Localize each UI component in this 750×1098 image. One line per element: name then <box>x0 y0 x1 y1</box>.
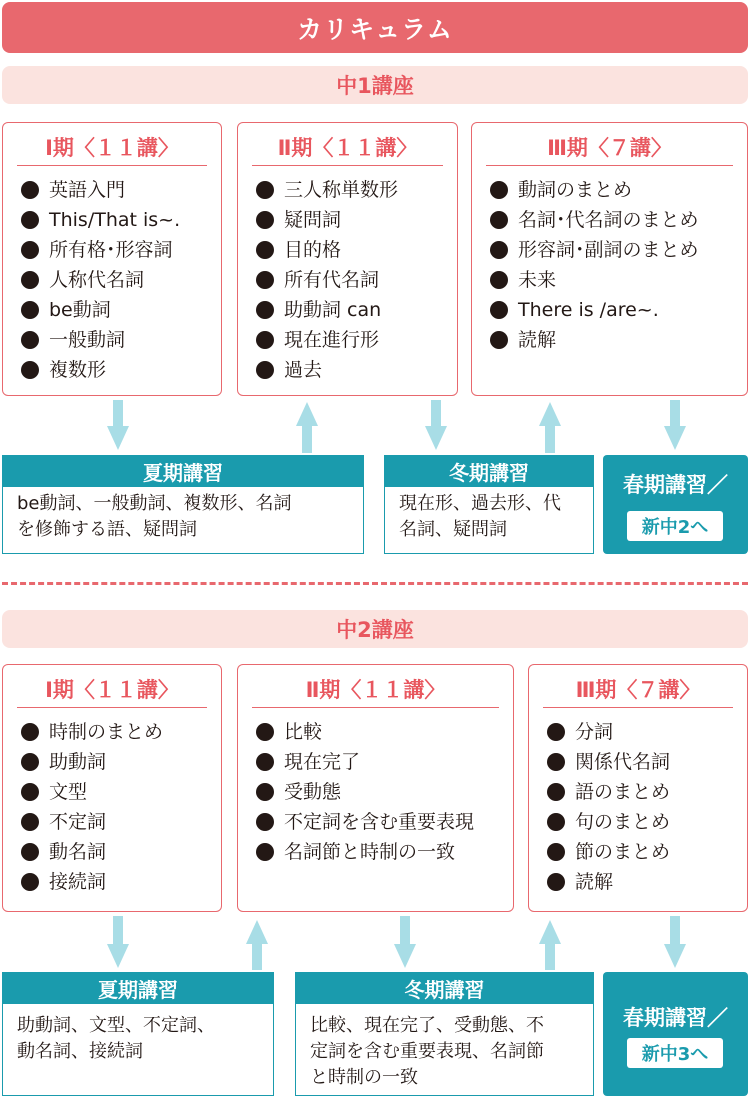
next-grade-button[interactable]: 新中3へ <box>627 1038 723 1068</box>
list-item: 不定詞 <box>21 807 217 837</box>
grade1-heading: 中1講座 <box>2 66 748 104</box>
session-title: 春期講習／ <box>623 473 728 497</box>
list-item: 複数形 <box>21 355 217 385</box>
list-item: There is /are~. <box>490 295 743 325</box>
list-item: 所有代名詞 <box>256 265 453 295</box>
list-item: 分詞 <box>547 717 743 747</box>
down-arrow-icon <box>664 400 686 450</box>
list-item: 語のまとめ <box>547 777 743 807</box>
session-topics: 助動詞、文型、不定詞、 動名詞、接続詞 <box>17 1015 215 1062</box>
list-item: 動詞のまとめ <box>490 175 743 205</box>
up-arrow-icon <box>539 920 561 970</box>
list-item: 時制のまとめ <box>21 717 217 747</box>
list-item: 一般動詞 <box>21 325 217 355</box>
list-item: This/That is~. <box>21 205 217 235</box>
session-title: 冬期講習 <box>385 456 593 487</box>
list-item: 人称代名詞 <box>21 265 217 295</box>
down-arrow-icon <box>394 916 416 968</box>
down-arrow-icon <box>664 916 686 968</box>
next-grade-button[interactable]: 新中2へ <box>627 511 723 541</box>
up-arrow-icon <box>246 920 268 970</box>
list-item: 受動態 <box>256 777 509 807</box>
session-title: 夏期講習 <box>3 456 363 487</box>
list-item: 所有格･形容詞 <box>21 235 217 265</box>
list-item: 英語入門 <box>21 175 217 205</box>
list-item: 節のまとめ <box>547 837 743 867</box>
list-item: 助動詞 can <box>256 295 453 325</box>
list-item: 名詞･代名詞のまとめ <box>490 205 743 235</box>
list-item: 比較 <box>256 717 509 747</box>
session-topics: 比較、現在完了、受動態、不 定詞を含む重要表現、名詞節 と時制の一致 <box>310 1015 544 1088</box>
term-title: Ⅲ期〈７講〉 <box>486 129 733 166</box>
list-item: 読解 <box>547 867 743 897</box>
list-item: 未来 <box>490 265 743 295</box>
list-item: 形容詞･副詞のまとめ <box>490 235 743 265</box>
list-item: 三人称単数形 <box>256 175 453 205</box>
session-topics: 現在形、過去形、代 名詞、疑問詞 <box>399 493 561 540</box>
list-item: 句のまとめ <box>547 807 743 837</box>
down-arrow-icon <box>107 400 129 450</box>
term-title: Ⅰ期〈１１講〉 <box>17 129 207 166</box>
list-item: 不定詞を含む重要表現 <box>256 807 509 837</box>
list-item: 接続詞 <box>21 867 217 897</box>
down-arrow-icon <box>425 400 447 450</box>
session-title: 冬期講習 <box>296 973 593 1004</box>
list-item: 助動詞 <box>21 747 217 777</box>
list-item: 現在完了 <box>256 747 509 777</box>
term-title: Ⅱ期〈１１講〉 <box>252 671 499 708</box>
term-title: Ⅲ期〈７講〉 <box>543 671 733 708</box>
session-title: 夏期講習 <box>3 973 273 1004</box>
list-item: 疑問詞 <box>256 205 453 235</box>
grade2-heading: 中2講座 <box>2 610 748 648</box>
list-item: 動名詞 <box>21 837 217 867</box>
list-item: be動詞 <box>21 295 217 325</box>
list-item: 現在進行形 <box>256 325 453 355</box>
term-title: Ⅱ期〈１１講〉 <box>252 129 443 166</box>
list-item: 名詞節と時制の一致 <box>256 837 509 867</box>
session-topics: be動詞、一般動詞、複数形、名詞 を修飾する語、疑問詞 <box>17 493 292 540</box>
up-arrow-icon <box>296 402 318 453</box>
list-item: 読解 <box>490 325 743 355</box>
session-title: 春期講習／ <box>623 1006 728 1030</box>
curriculum-title: カリキュラム <box>2 2 748 53</box>
down-arrow-icon <box>107 916 129 968</box>
list-item: 目的格 <box>256 235 453 265</box>
list-item: 文型 <box>21 777 217 807</box>
list-item: 関係代名詞 <box>547 747 743 777</box>
term-title: Ⅰ期〈１１講〉 <box>17 671 207 708</box>
list-item: 過去 <box>256 355 453 385</box>
up-arrow-icon <box>539 402 561 453</box>
